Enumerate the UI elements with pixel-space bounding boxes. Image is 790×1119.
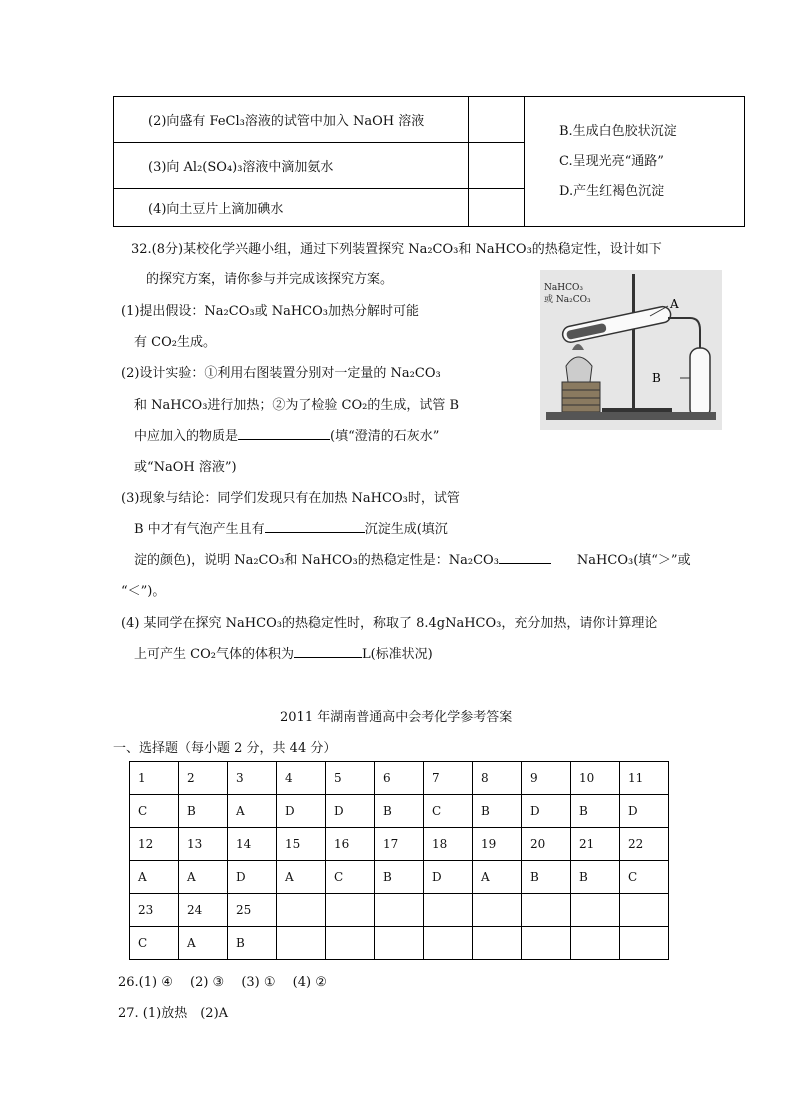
answer-cell: C: [620, 861, 669, 894]
answer-cell: 11: [620, 762, 669, 795]
matching-row-4: (4)向土豆片上滴加碘水: [114, 189, 469, 227]
blank-b-substance: [238, 427, 330, 440]
answer-cell: 24: [179, 894, 228, 927]
blank-precipitate-color: [265, 520, 365, 533]
answer-cell: B: [179, 795, 228, 828]
answer-cell: A: [130, 861, 179, 894]
answer-cell: 9: [522, 762, 571, 795]
answer-cell: C: [130, 927, 179, 960]
answer-cell: [620, 894, 669, 927]
answer-cell: 23: [130, 894, 179, 927]
answer-cell: 25: [228, 894, 277, 927]
q32-p3c-pre: 淀的颜色)，说明 Na₂CO₃和 NaHCO₃的热稳定性是：Na₂CO₃: [134, 553, 499, 568]
q32-p3c: [134, 549, 691, 568]
answer-cell: [375, 894, 424, 927]
q32-p2c-pre: 中应加入的物质是: [134, 429, 239, 444]
answer-cell: C: [326, 861, 375, 894]
answer-cell: 5: [326, 762, 375, 795]
blank-volume: [294, 645, 362, 658]
blank-compare: [499, 551, 551, 564]
answer-cell: D: [277, 795, 326, 828]
q32-p4b-pre: 上可产生 CO₂气体的体积为: [134, 647, 294, 662]
answer-cell: 19: [473, 828, 522, 861]
answer-cell: 4: [277, 762, 326, 795]
answer-cell: A: [179, 927, 228, 960]
answer-cell: 1: [130, 762, 179, 795]
q32-p3c-post: NaHCO₃(填“＞”或: [576, 553, 691, 568]
answer-cell: B: [571, 861, 620, 894]
answer-cell: D: [522, 795, 571, 828]
q32-p1a: (1)提出假设：Na₂CO₃或 NaHCO₃加热分解时可能: [121, 304, 419, 319]
q32-p3a: (3)现象与结论：同学们发现只有在加热 NaHCO₃时，试管: [121, 491, 460, 506]
answer-cell: C: [424, 795, 473, 828]
answer-row: [130, 828, 669, 861]
q32-p2a: (2)设计实验：①利用右图装置分别对一定量的 Na₂CO₃: [121, 366, 441, 381]
answer-cell: [326, 927, 375, 960]
answer-cell: A: [473, 861, 522, 894]
answer-cell: 22: [620, 828, 669, 861]
answer-cell: C: [130, 795, 179, 828]
option-c: C.呈现光亮“通路”: [559, 153, 664, 169]
answer-cell: A: [228, 795, 277, 828]
q32-p4a: (4) 某同学在探究 NaHCO₃的热稳定性时，称取了 8.4gNaHCO₃，充分加热，请你计算理论: [121, 616, 658, 631]
q32-p3b-pre: B 中才有气泡产生且有: [134, 522, 265, 537]
label-chem1: NaHCO₃: [544, 283, 583, 293]
answer-cell: A: [277, 861, 326, 894]
apparatus-drawing: [540, 270, 722, 430]
answer-blank: [469, 143, 525, 189]
option-d: D.产生红褐色沉淀: [559, 183, 665, 199]
answer-cell: 2: [179, 762, 228, 795]
q32-p2c-post: (填“澄清的石灰水”: [330, 429, 440, 444]
label-a: A: [670, 297, 679, 311]
answer-cell: 8: [473, 762, 522, 795]
answer-cell: [277, 894, 326, 927]
q32-p3b-post: 沉淀生成(填沉: [364, 522, 448, 537]
answer-cell: 18: [424, 828, 473, 861]
answer-blank: [469, 189, 525, 227]
label-chem2: 或 Na₂CO₃: [544, 295, 591, 305]
q27-answer: 27. (1)放热 (2)A: [118, 1006, 229, 1021]
answer-cell: [571, 927, 620, 960]
answer-cell: B: [375, 861, 424, 894]
section1-heading: 一、选择题（每小题 2 分，共 44 分）: [113, 741, 337, 756]
answer-cell: [424, 894, 473, 927]
answer-cell: [424, 927, 473, 960]
answer-cell: B: [571, 795, 620, 828]
answer-cell: D: [326, 795, 375, 828]
answer-blank: [469, 97, 525, 143]
answer-cell: B: [473, 795, 522, 828]
answer-row: [130, 861, 669, 894]
answer-row: [130, 762, 669, 795]
q32-p2b: 和 NaHCO₃进行加热；②为了检验 CO₂的生成，试管 B: [134, 398, 460, 413]
answer-cell: 3: [228, 762, 277, 795]
answer-cell: 17: [375, 828, 424, 861]
answer-cell: 7: [424, 762, 473, 795]
answer-key-title: 2011 年湖南普通高中会考化学参考答案: [280, 710, 513, 725]
answer-cell: 21: [571, 828, 620, 861]
answer-cell: 12: [130, 828, 179, 861]
apparatus-figure: [540, 270, 722, 430]
option-b: B.生成白色胶状沉淀: [559, 123, 677, 139]
matching-options: [525, 97, 745, 227]
answer-row: [130, 894, 669, 927]
answer-row: [130, 795, 669, 828]
matching-table: [113, 96, 745, 227]
answer-cell: [473, 894, 522, 927]
answer-cell: 10: [571, 762, 620, 795]
q32-p2d: 或“NaOH 溶液”): [134, 460, 237, 475]
answer-cell: 6: [375, 762, 424, 795]
answer-cell: [326, 894, 375, 927]
answer-cell: 15: [277, 828, 326, 861]
answer-cell: B: [522, 861, 571, 894]
answer-cell: 20: [522, 828, 571, 861]
answer-cell: 16: [326, 828, 375, 861]
answer-cell: [375, 927, 424, 960]
answer-row: [130, 927, 669, 960]
answer-cell: [620, 927, 669, 960]
q26-answer: 26.(1) ④ (2) ③ (3) ① (4) ②: [118, 975, 327, 990]
answer-cell: D: [228, 861, 277, 894]
answer-table: [129, 761, 669, 960]
q32-p4b-post: L(标准状况): [361, 647, 433, 662]
answer-cell: 13: [179, 828, 228, 861]
q32-p3d: “＜”)。: [121, 584, 166, 599]
answer-cell: A: [179, 861, 228, 894]
answer-cell: B: [228, 927, 277, 960]
label-b: B: [652, 371, 661, 385]
q32-p2c: [134, 425, 439, 444]
answer-cell: [522, 927, 571, 960]
answer-cell: [571, 894, 620, 927]
answer-cell: [473, 927, 522, 960]
answer-cell: [277, 927, 326, 960]
answer-cell: D: [620, 795, 669, 828]
q32-line1: 32.(8分)某校化学兴趣小组，通过下列装置探究 Na₂CO₃和 NaHCO₃的热稳定性，设计如下: [131, 242, 662, 257]
matching-row-3: (3)向 Al₂(SO₄)₃溶液中滴加氨水: [114, 143, 469, 189]
answer-cell: B: [375, 795, 424, 828]
q32-p1b: 有 CO₂生成。: [134, 335, 216, 350]
q32-p3b: [134, 518, 448, 537]
answer-cell: D: [424, 861, 473, 894]
matching-row-2: (2)向盛有 FeCl₃溶液的试管中加入 NaOH 溶液: [114, 97, 469, 143]
answer-cell: 14: [228, 828, 277, 861]
answer-cell: [522, 894, 571, 927]
q32-p4b: [134, 643, 433, 662]
q32-line2: 的探究方案，请你参与并完成该探究方案。: [146, 272, 394, 287]
